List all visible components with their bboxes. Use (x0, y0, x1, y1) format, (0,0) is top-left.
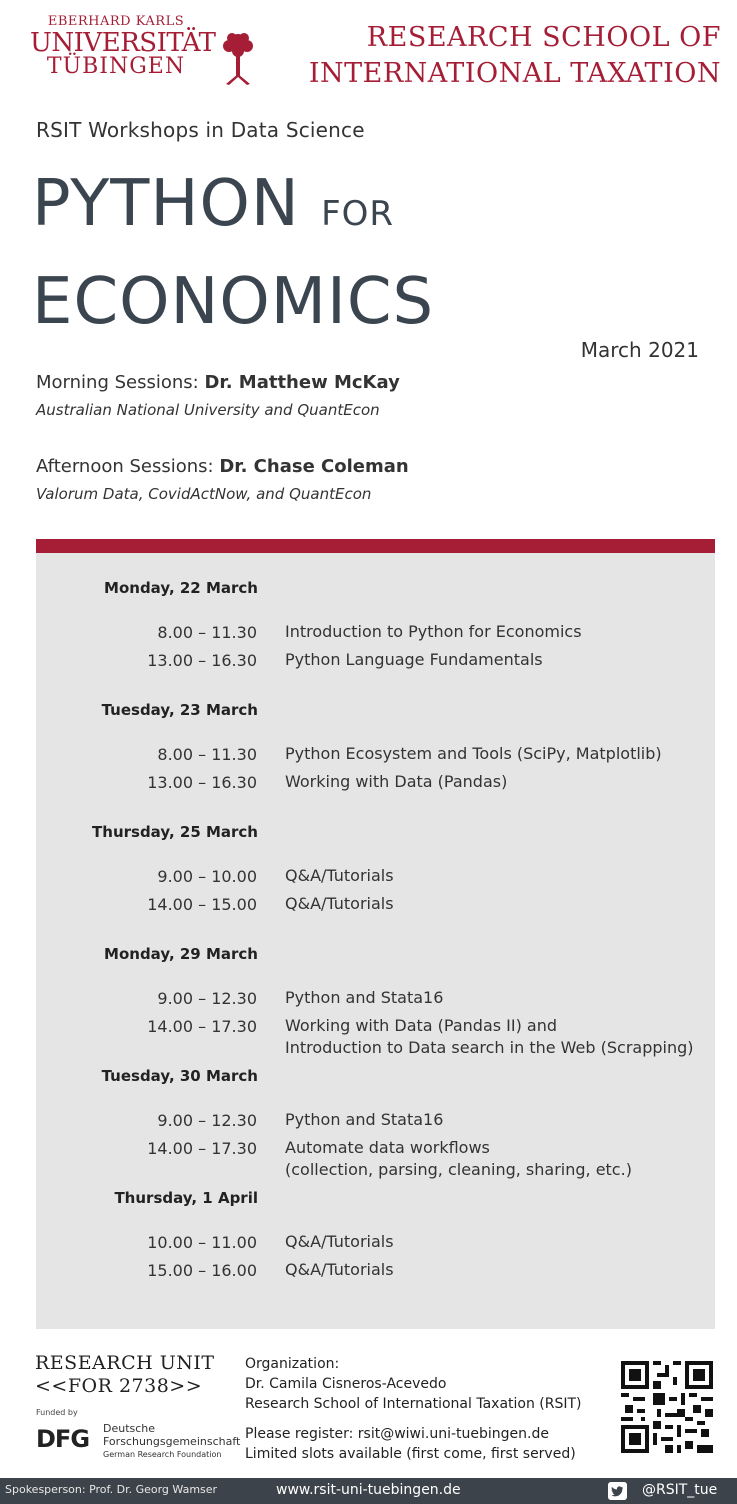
organizer-name: Dr. Camila Cisneros-Acevedo (245, 1376, 447, 1392)
schedule-day: Tuesday, 23 March (101, 701, 258, 719)
session-topic: Q&A/Tutorials (285, 894, 394, 913)
session-time: 9.00 – 12.30 (157, 989, 257, 1008)
session-time: 9.00 – 10.00 (157, 867, 257, 886)
session-topic: Automate data workflows (285, 1138, 490, 1157)
afternoon-session-label (36, 456, 409, 477)
title-for: FOR (321, 194, 395, 234)
school-title-line2: INTERNATIONAL TAXATION (308, 58, 721, 89)
research-unit-line2: <<FOR 2738>> (35, 1375, 203, 1397)
session-topic: Python and Stata16 (285, 1110, 444, 1129)
session-label-text: Morning Sessions: (36, 372, 205, 393)
dfg-line2: Forschungsgemeinschaft (103, 1435, 241, 1448)
twitter-icon[interactable] (608, 1482, 627, 1500)
school-title (309, 20, 721, 92)
session-time: 14.00 – 15.00 (147, 895, 257, 914)
page-title (32, 160, 434, 346)
uni-logo-line2: UNIVERSITÄT (30, 28, 216, 58)
session-time: 13.00 – 16.30 (147, 651, 257, 670)
twitter-handle[interactable]: @RSIT_tue (642, 1482, 718, 1498)
afternoon-speaker: Dr. Chase Coleman (219, 456, 409, 477)
schedule-day: Monday, 29 March (104, 945, 258, 963)
schedule-day: Monday, 22 March (104, 579, 258, 597)
university-logo (30, 14, 216, 79)
footer-bar (0, 1478, 737, 1504)
schedule-day: Thursday, 1 April (114, 1189, 258, 1207)
organizer-school: Research School of International Taxation (RSIT) (245, 1396, 582, 1412)
session-time: 8.00 – 11.30 (157, 623, 257, 642)
session-topic: Introduction to Data search in the Web (Scrapping) (285, 1038, 694, 1057)
session-topic: Q&A/Tutorials (285, 1232, 394, 1251)
dfg-line3: German Research Foundation (103, 1450, 222, 1459)
tree-logo-icon (220, 30, 256, 86)
schedule-box (36, 553, 715, 1329)
dfg-logo: DFG (36, 1425, 90, 1453)
session-time: 15.00 – 16.00 (147, 1261, 257, 1280)
session-topic: Python Ecosystem and Tools (SciPy, Matplotlib) (285, 744, 662, 763)
school-title-line1: RESEARCH SCHOOL OF (366, 22, 721, 53)
research-unit (35, 1352, 215, 1398)
registration-email[interactable]: Please register: rsit@wiwi.uni-tuebingen.de (245, 1426, 549, 1442)
title-line2: ECONOMICS (32, 265, 435, 339)
dfg-line1: Deutsche (103, 1422, 156, 1435)
event-date: March 2021 (580, 338, 699, 362)
title-line1: PYTHON (32, 167, 300, 241)
uni-logo-line1: EBERHARD KARLS (47, 14, 185, 29)
session-topic: Python and Stata16 (285, 988, 444, 1007)
afternoon-affiliation: Valorum Data, CovidActNow, and QuantEcon (36, 485, 372, 503)
session-time: 10.00 – 11.00 (147, 1233, 257, 1252)
slots-note: Limited slots available (first come, first served) (245, 1446, 576, 1462)
session-topic: Q&A/Tutorials (285, 1260, 394, 1279)
spokesperson: Spokesperson: Prof. Dr. Georg Wamser (5, 1483, 218, 1496)
session-time: 14.00 – 17.30 (147, 1139, 257, 1158)
organization-label: Organization: (245, 1356, 340, 1372)
session-topic: Working with Data (Pandas) (285, 772, 508, 791)
morning-affiliation: Australian National University and QuantEcon (36, 401, 380, 419)
workshop-subtitle: RSIT Workshops in Data Science (36, 118, 365, 142)
session-time: 9.00 – 12.30 (157, 1111, 257, 1130)
session-label-text: Afternoon Sessions: (36, 456, 220, 477)
session-topic: Q&A/Tutorials (285, 866, 394, 885)
schedule-header-bar (36, 539, 715, 553)
organization-block (245, 1354, 582, 1414)
schedule-day: Thursday, 25 March (92, 823, 258, 841)
dfg-name (103, 1422, 240, 1461)
qr-code-icon[interactable] (621, 1361, 713, 1453)
session-topic: Python Language Fundamentals (285, 650, 543, 669)
session-time: 14.00 – 17.30 (147, 1017, 257, 1036)
session-topic: Introduction to Python for Economics (285, 622, 582, 641)
session-topic: (collection, parsing, cleaning, sharing, etc.) (285, 1160, 632, 1179)
research-unit-line1: RESEARCH UNIT (35, 1352, 215, 1374)
morning-speaker: Dr. Matthew McKay (204, 372, 400, 393)
funded-by-label: Funded by (36, 1408, 78, 1417)
schedule-day: Tuesday, 30 March (101, 1067, 258, 1085)
website-link[interactable]: www.rsit-uni-tuebingen.de (276, 1482, 461, 1498)
session-time: 8.00 – 11.30 (157, 745, 257, 764)
uni-logo-line3: TÜBINGEN (46, 54, 186, 79)
session-topic: Working with Data (Pandas II) and (285, 1016, 558, 1035)
morning-session-label (36, 372, 400, 393)
registration-block (245, 1424, 576, 1464)
session-time: 13.00 – 16.30 (147, 773, 257, 792)
